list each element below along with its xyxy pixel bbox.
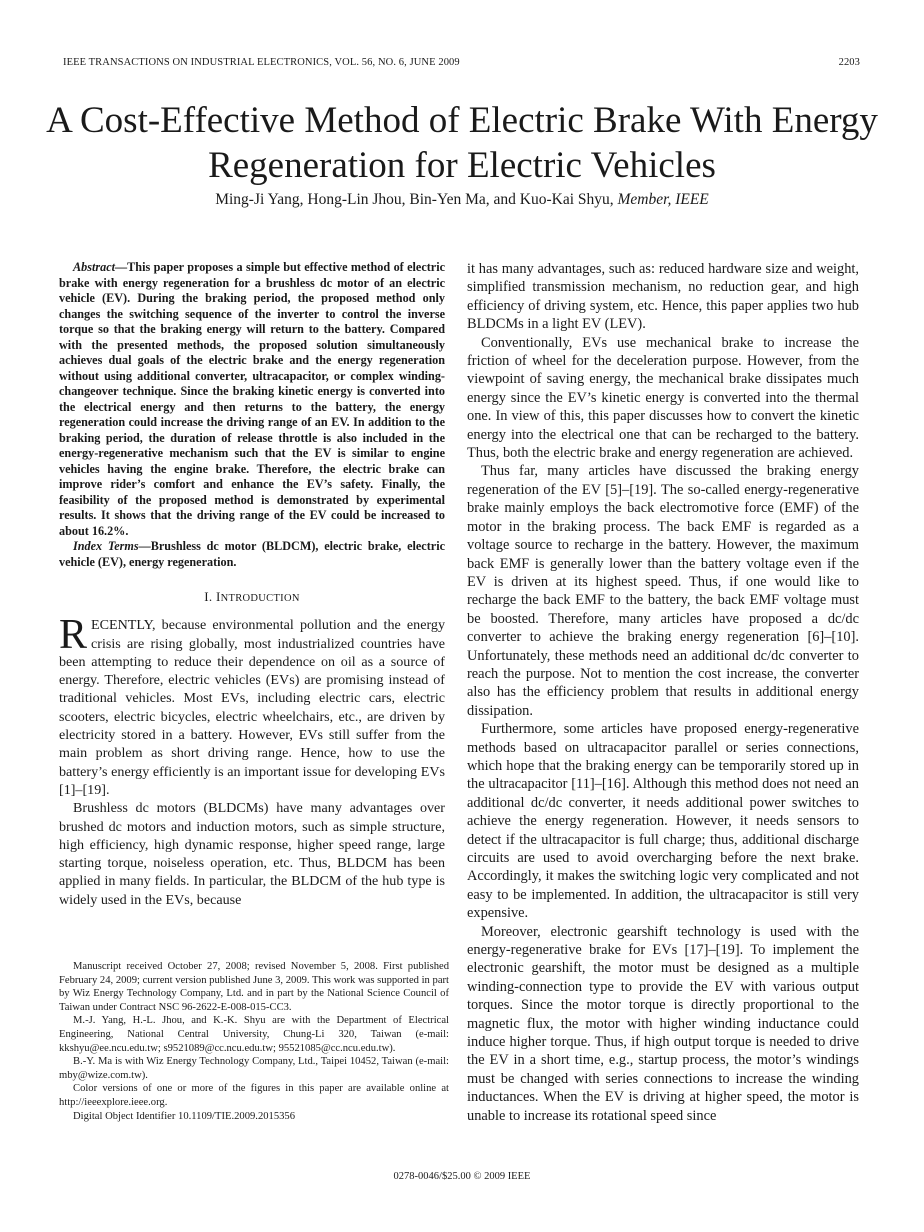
author-names: Ming-Ji Yang, Hong-Lin Jhou, Bin-Yen Ma, and Kuo-Kai Shyu, (215, 191, 614, 208)
journal-name: IEEE TRANSACTIONS ON INDUSTRIAL ELECTRONICS, VOL. 56, NO. 6, JUNE 2009 (63, 57, 460, 68)
paper-title: A Cost-Effective Method of Electric Brake With Energy Regeneration for Electric Vehicles (46, 100, 878, 186)
body-paragraph-3: Thus far, many articles have discussed the braking energy regeneration of the EV [5]–[19]. The so-called energy-regenerative brake mainly employs the back electromotive force (EMF) of the motor in the braking process. The back EMF is regarded as a voltage source to recharge in the battery. However, the maximum back EMF is generally lower than the battery voltage even if the EV is driven at its highest speed. Thus, if one would like to recharge the back EMF to the battery, the back EMF voltage must be boosted. Therefore, many articles have proposed a dc/dc converter to achieve the braking energy regeneration [6]–[10]. Unfortunately, these methods need an additional dc/dc converter to reach the purpose. Not to mention the cost increase, the converter also has the efficiency problem that results in additional energy dissipation. (467, 463, 859, 719)
body-paragraph-5: Moreover, electronic gearshift technology is used with the energy-regenerative brake for EVs [17]–[19]. To implement the electronic gearshift, the motor must be designed as a multiple winding-connection type to provide the EV with various output torques. Since the motor torque is directly proportional to the magnetic flux, the motor with higher winding inductance could induce higher torque. Thus, if high output torque is needed to drive the EV in a short time, e.g., startup process, the motor’s windings must be changed with series connections to increase the winding inductances. When the EV is driving at higher speed, the motor is unable to increase its rotational speed since (467, 923, 859, 1124)
abstract-label: Abstract (73, 260, 115, 274)
index-terms-label: Index Terms (73, 539, 139, 553)
footnote-affiliation-2: B.-Y. Ma is with Wiz Energy Technology Company, Ltd., Taipei 10452, Taiwan (e-mail: mby@wize.com.tw). (59, 1056, 449, 1081)
intro-paragraph-1: RECENTLY, because environmental pollution and the energy crisis are rising globally, most industrialized countries have been attempting to reduce their dependence on oil as a source of energy. Therefore, electric vehicles (EVs) are promising instead of traditional vehicles. Most EVs, including electric cars, electric scooters, electric bicycles, electric wheelchairs, etc., are driven by electricity stored in a battery. However, EVs still suffer from the main problem as short driving range. Hence, how to use the battery’s energy efficiently is an important issue for developing EVs [1]–[19]. (59, 612, 445, 798)
abstract-text: This paper proposes a simple but effective method of electric brake with energy regeneration for a brushless dc motor of an electric vehicle (EV). During the braking period, the proposed method only changes the switching sequence of the inverter to control the inverse torque so that the braking energy will return to the battery. Compared with the presented methods, the proposed solution simultaneously achieves dual goals of the electric brake and the energy regeneration without using additional converter, ultracapacitor, or complex winding-changeover technique. Since the braking kinetic energy is converted into the electrical energy and then returns to the battery, the energy regeneration could increase the driving range of an EV. In addition to the braking period, the duration of release throttle is also included in the energy-regenerative mechanism such that the EV is similar to engine vehicles having the engine brake. Therefore, the electric brake can improve rider’s comfort and enhance the EV’s safety. Finally, the feasibility of the proposed method is demonstrated by experimental results. It shows that the driving range of the EV could be increased to about 16.2%. (59, 260, 445, 538)
left-column (59, 260, 445, 909)
body-paragraph-4: Furthermore, some articles have proposed energy-regenerative methods based on ultracapacitor parallel or series connections, which hope that the braking energy can be temporarily stored up in the ultracapacitor [11]–[16]. Although this method does not need an additional dc/dc converter, it needs additional power switches to achieve the energy regeneration. However, it needs sensors to detect if the ultracapacitor is full charge; thus, additional discharge circuits are used to avoid overcharging before the next brake. Accordingly, it makes the switching logic very complicated and not easy to be implemented. In addition, the ultracapacitor is still very expensive. (467, 721, 859, 922)
author-line (40, 191, 884, 209)
footnote-affiliation-1: M.-J. Yang, H.-L. Jhou, and K.-K. Shyu are with the Department of Electrical Engineering, National Central University, Chung-Li 320, Taiwan (e-mail: kkshyu@ee.ncu.edu.tw; s9521089@cc.ncu.edu.tw; 95521085@cc.ncu.edu.tw). (59, 1015, 449, 1054)
body-paragraph-2: Conventionally, EVs use mechanical brake to increase the friction of wheel for the deceleration purpose. However, from the viewpoint of saving energy, the mechanical brake dissipates much energy since the EV’s kinetic energy is converted into the thermal one. In view of this, this paper discusses how to convert the kinetic energy into the electrical one that can be recharged to the battery. Thus, both the electric brake and energy regeneration are achieved. (467, 334, 859, 462)
page-number: 2203 (838, 57, 860, 68)
footnote-manuscript: Manuscript received October 27, 2008; revised November 5, 2008. First published February 24, 2009; current version published June 3, 2009. This work was supported in part by Wiz Energy Technology Company, Ltd. and in part by the National Science Council of Taiwan under Contract NSC 96-2622-E-008-015-CC3. (59, 961, 449, 1013)
footnotes (59, 960, 449, 1123)
footnote-color: Color versions of one or more of the figures in this paper are available online at http://ieeexplore.ieee.org. (59, 1083, 449, 1108)
drop-cap: R (59, 612, 88, 659)
section-heading-introduction: I. INTRODUCTION (204, 589, 300, 604)
author-membership: Member, IEEE (617, 191, 709, 208)
intro-paragraph-2: Brushless dc motors (BLDCMs) have many advantages over brushed dc motors and induction motors, such as simple structure, high efficiency, high dynamic response, higher speed range, large starting torque, noiseless operation, etc. Thus, BLDCM has been applied in many fields. In particular, the BLDCM of the hub type is widely used in the EVs, because (59, 800, 445, 908)
running-header (63, 57, 860, 68)
abstract: Abstract—This paper proposes a simple but effective method of electric brake with energy regeneration for a brushless dc motor of an electric vehicle (EV). During the braking period, the proposed method only changes the switching sequence of the inverter to control the inverse torque so that the braking energy will return to the battery. Compared with the presented methods, the proposed solution simultaneously achieves dual goals of the electric brake and the energy regeneration without using additional converter, ultracapacitor, or complex winding-changeover technique. Since the braking kinetic energy is converted into the electrical energy and then returns to the battery, the energy regeneration could increase the driving range of an EV. In addition to the braking period, the duration of release throttle is also included in the energy-regenerative mechanism such that the EV is similar to engine vehicles having the engine brake. Therefore, the electric brake can improve rider’s comfort and enhance the EV’s safety. Finally, the feasibility of the proposed method is demonstrated by experimental results. It shows that the driving range of the EV could be increased to about 16.2%. (59, 260, 445, 538)
footnote-doi: Digital Object Identifier 10.1109/TIE.2009.2015356 (73, 1110, 296, 1122)
copyright-footer: 0278-0046/$25.00 © 2009 IEEE (393, 1171, 531, 1182)
body-paragraph-1: it has many advantages, such as: reduced hardware size and weight, simplified transmission mechanism, no reduction gear, and high efficiency of driving system, etc. Hence, this paper applies two hub BLDCMs in a light EV (LEV). (467, 261, 859, 333)
index-terms: Index Terms—Brushless dc motor (BLDCM), electric brake, electric vehicle (EV), energy regeneration. (59, 539, 445, 569)
right-column (467, 260, 859, 1125)
index-terms-text: Brushless dc motor (BLDCM), electric brake, electric vehicle (EV), energy regeneration. (59, 539, 445, 569)
